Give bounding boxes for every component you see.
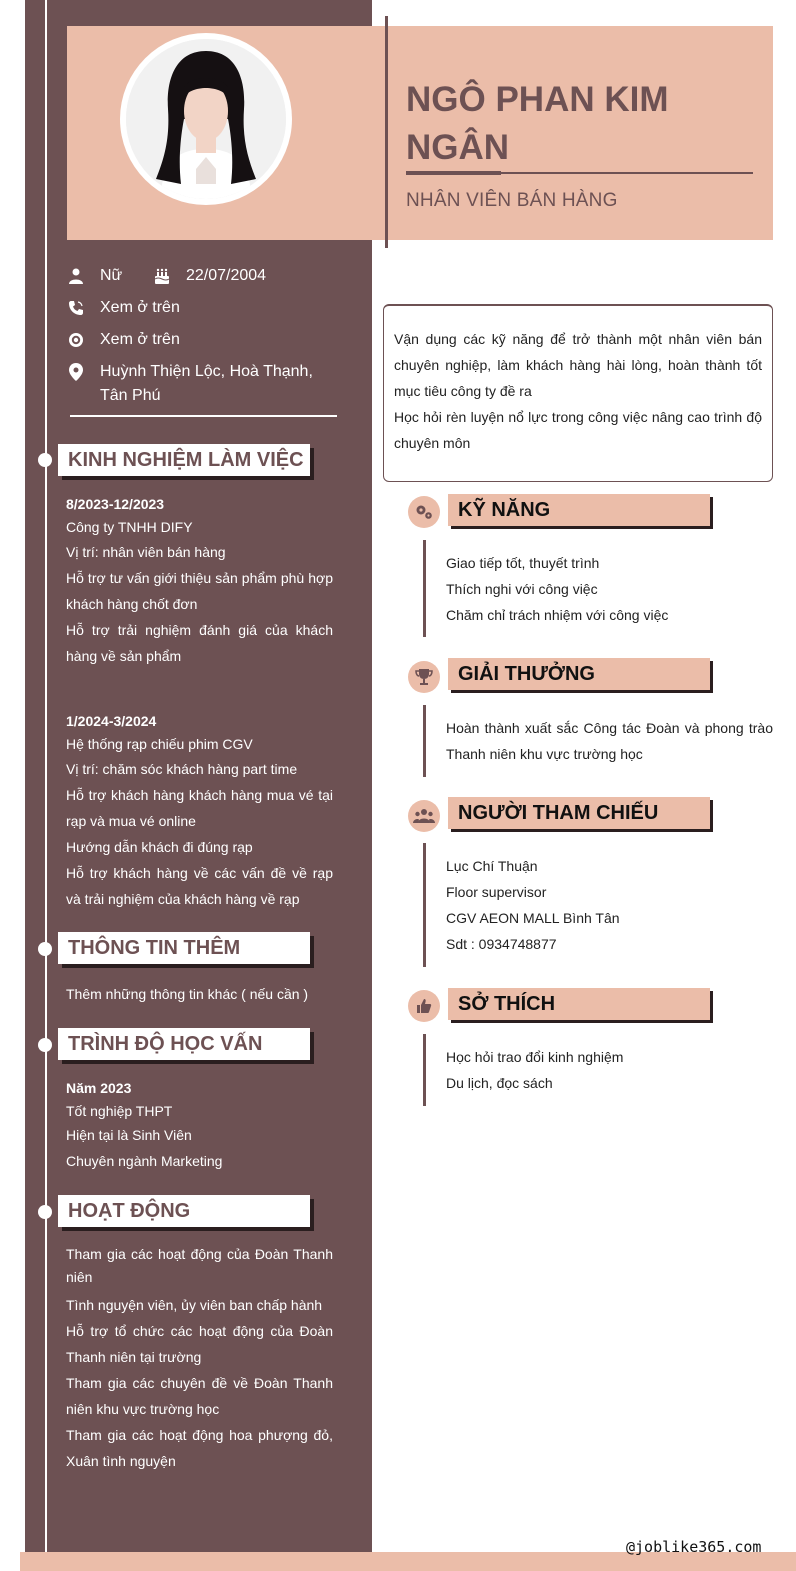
hobbies-bar — [423, 1034, 426, 1106]
timeline-dot — [38, 453, 52, 467]
skill-item: Thích nghi với công việc — [446, 581, 598, 597]
activity-line: Tham gia các hoạt động của Đoàn Thanh niên — [66, 1246, 333, 1285]
education-line: Tốt nghiệp THPT — [66, 1103, 173, 1119]
job-line: Vị trí: nhân viên bán hàng — [66, 544, 226, 560]
education-line: Hiện tại là Sinh Viên — [66, 1127, 192, 1143]
birthday-value: 22/07/2004 — [186, 267, 267, 284]
candidate-name: NGÔ PHAN KIM NGÂN — [406, 80, 669, 167]
experience-heading: KINH NGHIỆM LÀM VIỆC — [58, 444, 310, 476]
awards-heading: GIẢI THƯỞNG — [448, 658, 710, 690]
extra-info-line: Thêm những thông tin khác ( nếu cần ) — [66, 986, 309, 1002]
activity-line: Tham gia các chuyên đề về Đoàn Thanh niên khu vực trường học — [66, 1375, 333, 1417]
objective-line: Học hỏi rèn luyện nổ lực trong công việc nâng cao trình độ chuyên môn — [394, 409, 762, 451]
reference-item: Sdt : 0934748877 — [446, 936, 557, 952]
sidebar-divider — [70, 415, 337, 417]
timeline-dot — [38, 1038, 52, 1052]
education-date: Năm 2023 — [66, 1080, 132, 1096]
references-list — [446, 853, 773, 957]
phone-value: Xem ở trên — [100, 299, 180, 316]
avatar — [120, 33, 292, 205]
education-line: Chuyên ngành Marketing — [66, 1153, 223, 1169]
contact-address — [66, 360, 340, 408]
job-title: NHÂN VIÊN BÁN HÀNG — [406, 190, 618, 211]
activity-line: Tình nguyện viên, ủy viên ban chấp hành — [66, 1297, 323, 1313]
skill-item: Chăm chỉ trách nhiệm với công việc — [446, 607, 669, 623]
job-date: 8/2023-12/2023 — [66, 496, 165, 512]
education-heading: TRÌNH ĐỘ HỌC VẤN — [58, 1028, 310, 1060]
hobby-item: Học hỏi trao đổi kinh nghiệm — [446, 1049, 624, 1065]
objective-line: Vận dụng các kỹ năng để trở thành một nhân viên bán chuyên nghiệp, làm khách hàng hài lòng, hoàn thành tốt mục tiêu công ty đề ra — [394, 331, 762, 399]
address-value: Huỳnh Thiện Lộc, Hoà Thạnh, Tân Phú — [100, 363, 313, 404]
timeline-dot — [38, 1205, 52, 1219]
cake-icon — [152, 266, 172, 286]
awards-list — [446, 715, 773, 767]
job-company: Công ty TNHH DIFY — [66, 519, 193, 535]
reference-item: CGV AEON MALL Bình Tân — [446, 910, 620, 926]
skills-heading: KỸ NĂNG — [448, 494, 710, 526]
award-item: Hoàn thành xuất sắc Công tác Đoàn và phong trào Thanh niên khu vực trường học — [446, 720, 773, 762]
users-icon — [408, 800, 440, 832]
location-pin-icon — [66, 362, 86, 382]
reference-item: Lục Chí Thuận — [446, 858, 538, 874]
phone-icon — [66, 298, 86, 318]
references-bar — [423, 843, 426, 967]
hobbies-list — [446, 1044, 773, 1096]
activity-line: Tham gia các hoạt động hoa phượng đỏ, Xuân tình nguyện — [66, 1427, 333, 1469]
thumbs-up-icon — [408, 990, 440, 1022]
watermark: @joblike365.com — [626, 1538, 762, 1556]
trophy-icon — [408, 661, 440, 693]
avatar-photo — [126, 39, 286, 199]
contact-email — [66, 328, 340, 352]
job-line: Hỗ trợ khách hàng về các vấn đề về rạp và trải nghiệm của khách hàng về rạp — [66, 865, 333, 907]
awards-bar — [423, 705, 426, 777]
name-underline-accent — [406, 171, 501, 175]
job-company: Hệ thống rạp chiếu phim CGV — [66, 736, 253, 752]
job-line: Hỗ trợ trải nghiệm đánh giá của khách hàng về sản phẩm — [66, 622, 333, 664]
skills-list — [446, 550, 773, 628]
job-line: Hỗ trợ tư vấn giới thiệu sản phẩm phù hợp khách hàng chốt đơn — [66, 570, 333, 612]
hobby-item: Du lịch, đọc sách — [446, 1075, 553, 1091]
job-date: 1/2024-3/2024 — [66, 713, 157, 729]
experience-job-1 — [66, 493, 333, 669]
extra-info-heading: THÔNG TIN THÊM — [58, 932, 310, 964]
at-icon — [66, 330, 86, 350]
header-divider — [385, 16, 388, 248]
experience-job-2 — [66, 710, 333, 912]
extra-info-text — [66, 981, 333, 1007]
activities-block — [66, 1243, 333, 1474]
gears-icon — [408, 496, 440, 528]
career-objective-box — [383, 304, 773, 482]
gender-value: Nữ — [100, 267, 123, 284]
timeline-dot — [38, 942, 52, 956]
references-heading: NGƯỜI THAM CHIẾU — [448, 797, 710, 829]
timeline-line — [45, 0, 47, 1568]
skills-bar — [423, 540, 426, 637]
education-block — [66, 1077, 333, 1174]
contact-gender — [66, 264, 266, 288]
job-line: Vị trí: chăm sóc khách hàng part time — [66, 761, 298, 777]
reference-item: Floor supervisor — [446, 884, 547, 900]
hobbies-heading: SỞ THÍCH — [448, 988, 710, 1020]
activities-heading: HOẠT ĐỘNG — [58, 1195, 310, 1227]
skill-item: Giao tiếp tốt, thuyết trình — [446, 555, 600, 571]
email-value: Xem ở trên — [100, 331, 180, 348]
job-line: Hỗ trợ khách hàng khách hàng mua vé tại rạp và mua vé online — [66, 787, 333, 829]
activity-line: Hỗ trợ tổ chức các hoạt động của Đoàn Thanh niên tại trường — [66, 1323, 333, 1365]
contact-phone — [66, 296, 340, 320]
job-line: Hướng dẫn khách đi đúng rạp — [66, 839, 253, 855]
user-icon — [66, 266, 86, 286]
